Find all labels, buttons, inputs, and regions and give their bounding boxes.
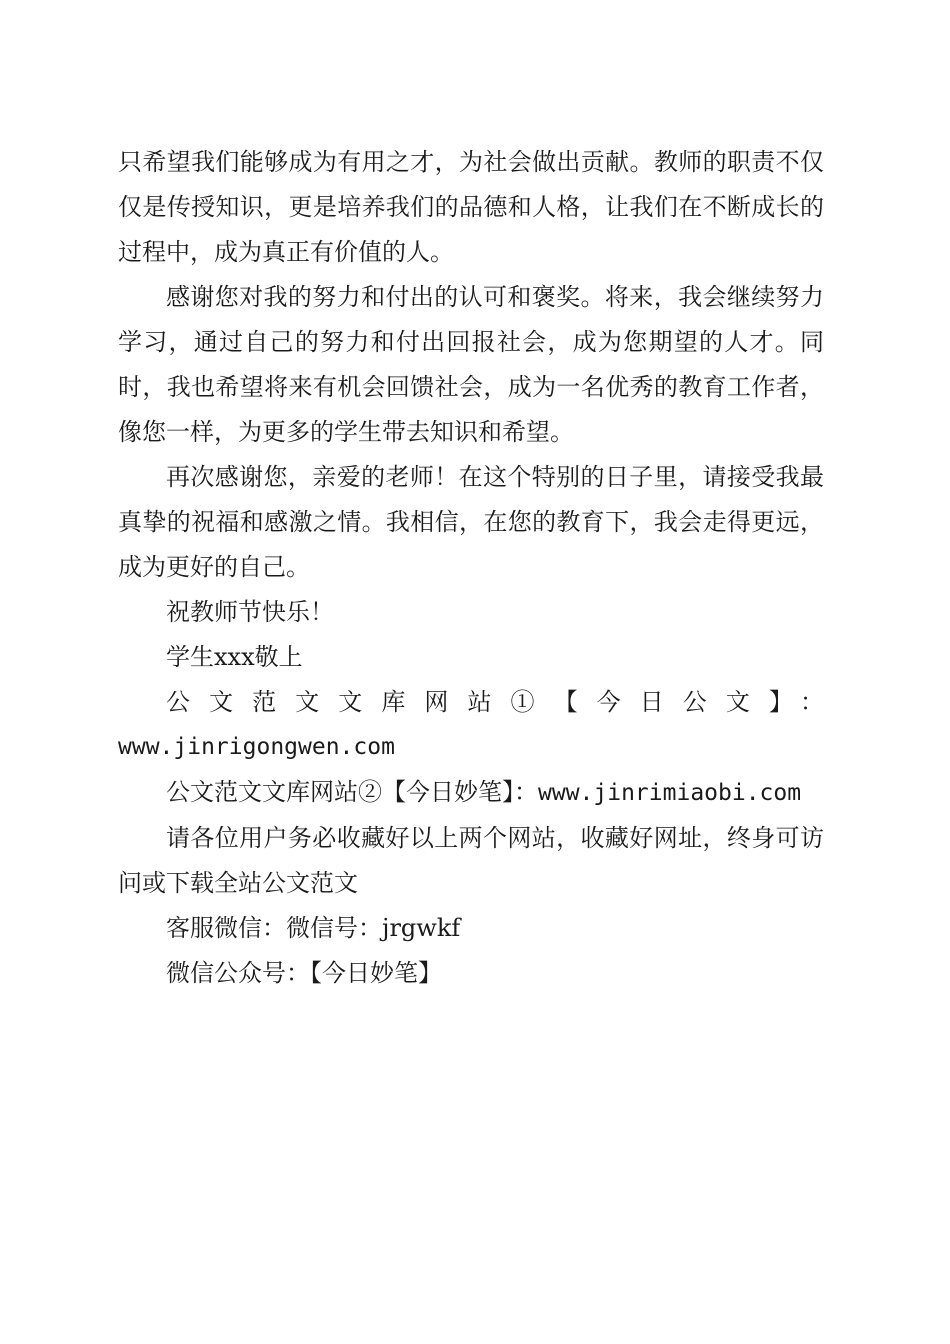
site1-url-link[interactable]: www.jinrigongwen.com	[118, 734, 395, 760]
signature-line: 学生xxx敬上	[166, 643, 303, 671]
site2-line	[118, 770, 824, 816]
site1-label: 公文范文文库网站①【今日公文】：	[166, 688, 824, 716]
paragraph-intro-continued: 只希望我们能够成为有用之才，为社会做出贡献。教师的职责不仅仅是传授知识，更是培养我们的品德和人格，让我们在不断成长的过程中，成为真正有价值的人。	[118, 148, 824, 266]
paragraph-closing-thanks: 再次感谢您，亲爱的老师！在这个特别的日子里，请接受我最真挚的祝福和感激之情。我相信，在您的教育下，我会走得更远，成为更好的自己。	[118, 463, 824, 581]
greeting-line: 祝教师节快乐！	[166, 598, 334, 626]
paragraph-gratitude: 感谢您对我的努力和付出的认可和褒奖。将来，我会继续努力学习，通过自己的努力和付出回报社会，成为您期望的人才。同时，我也希望将来有机会回馈社会，成为一名优秀的教育工作者，像您一样，为更多的学生带去知识和希望。	[118, 283, 824, 446]
site2-label: 公文范文文库网站②【今日妙笔】：	[166, 778, 538, 806]
wechat-official-line: 微信公众号：【今日妙笔】	[166, 959, 442, 987]
wechat-service-line: 客服微信：微信号：jrgwkf	[166, 914, 461, 942]
bookmark-notice: 请各位用户务必收藏好以上两个网站，收藏好网址，终身可访问或下载全站公文范文	[118, 824, 824, 897]
site2-url-link[interactable]: www.jinrimiaobi.com	[538, 780, 802, 806]
document-page	[118, 140, 824, 996]
